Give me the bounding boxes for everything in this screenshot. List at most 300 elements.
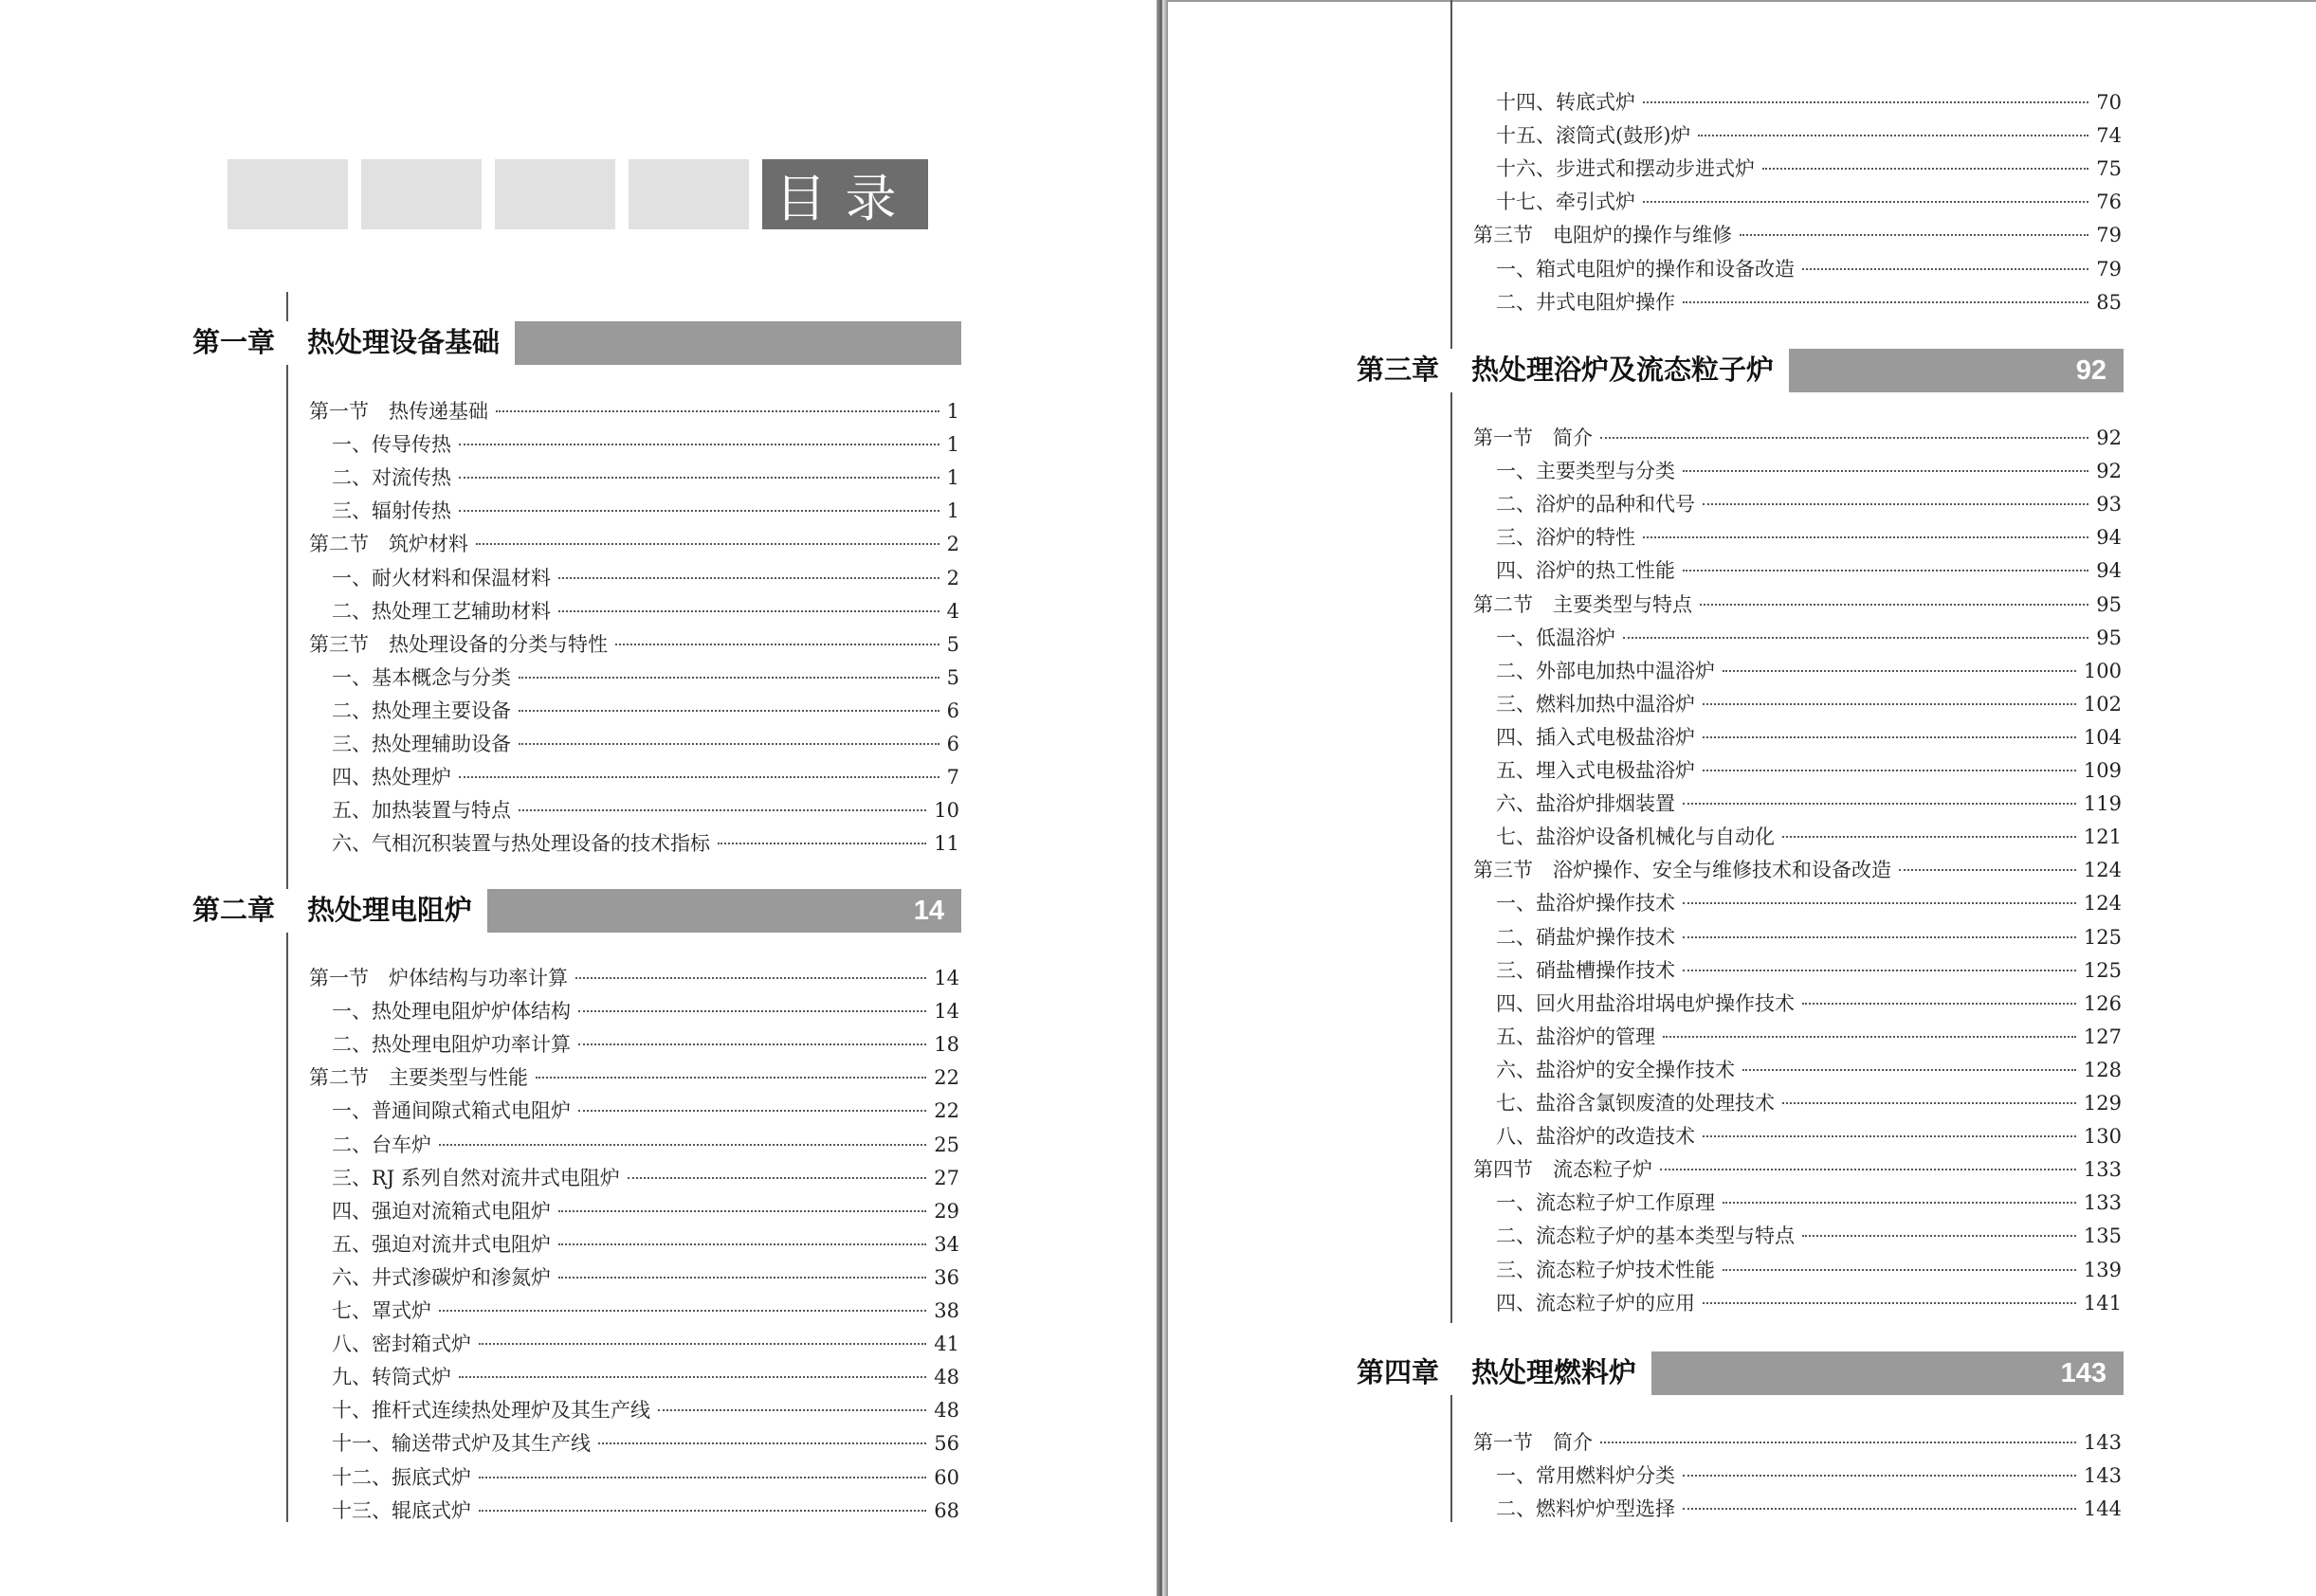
toc-entry[interactable] bbox=[1496, 1122, 2122, 1151]
toc-entry-title: 十二、振底式炉 bbox=[332, 1465, 471, 1489]
toc-entry[interactable] bbox=[1496, 657, 2122, 685]
toc-entry-page: 76 bbox=[2096, 190, 2122, 214]
toc-entry[interactable] bbox=[309, 964, 959, 992]
toc-entry-title: 三、热处理辅助设备 bbox=[332, 733, 511, 755]
dot-leader bbox=[578, 1110, 926, 1112]
dot-leader bbox=[1683, 301, 2088, 303]
toc-entry-title: 二、热处理工艺辅助材料 bbox=[332, 599, 551, 623]
dot-leader bbox=[578, 1043, 926, 1045]
toc-entry-title: 一、低温浴炉 bbox=[1496, 626, 1615, 649]
toc-entry[interactable] bbox=[1496, 1222, 2122, 1250]
toc-entry[interactable] bbox=[332, 1131, 959, 1159]
toc-entry-page: 100 bbox=[2083, 659, 2122, 682]
toc-entry-page: 119 bbox=[2083, 792, 2122, 816]
toc-entry[interactable] bbox=[1496, 88, 2122, 117]
dot-leader bbox=[519, 710, 939, 712]
toc-entry-title: 二、热处理主要设备 bbox=[332, 698, 511, 722]
toc-entry[interactable] bbox=[332, 730, 959, 758]
dot-leader bbox=[1643, 536, 2088, 538]
toc-entry-page: 104 bbox=[2083, 725, 2122, 749]
dot-leader bbox=[519, 677, 939, 679]
toc-entry[interactable] bbox=[332, 1030, 959, 1059]
toc-entry[interactable] bbox=[332, 763, 959, 791]
dot-leader bbox=[479, 1477, 926, 1478]
toc-entry-page: 124 bbox=[2083, 859, 2122, 882]
toc-entry-title: 十、推杆式连续热处理炉及其生产线 bbox=[332, 1399, 650, 1423]
toc-entry-title: 第四节 流态粒子炉 bbox=[1473, 1158, 1652, 1182]
toc-entry[interactable] bbox=[1496, 889, 2122, 917]
dot-leader bbox=[479, 1343, 926, 1345]
dot-leader bbox=[1703, 1302, 2076, 1304]
toc-entry-page: 133 bbox=[2083, 1158, 2122, 1182]
toc-entry-page: 7 bbox=[946, 766, 959, 789]
toc-entry-title: 五、强迫对流井式电阻炉 bbox=[332, 1232, 551, 1256]
toc-entry-page: 144 bbox=[2083, 1497, 2122, 1521]
dot-leader bbox=[1683, 470, 2088, 472]
dot-leader bbox=[479, 1510, 926, 1512]
chapter-title: 热处理电阻炉 bbox=[286, 889, 487, 933]
toc-entry-title: 第一节 热传递基础 bbox=[309, 400, 488, 423]
toc-entry[interactable] bbox=[332, 1330, 959, 1358]
toc-entry[interactable] bbox=[1496, 1056, 2122, 1084]
dot-leader bbox=[1762, 168, 2088, 170]
toc-entry[interactable] bbox=[1473, 221, 2122, 249]
toc-entry-page: 22 bbox=[934, 1099, 959, 1123]
toc-entry-title: 二、硝盐炉操作技术 bbox=[1496, 925, 1675, 949]
toc-entry[interactable] bbox=[332, 463, 959, 492]
toc-entry-page: 10 bbox=[934, 799, 959, 823]
toc-entry-page: 130 bbox=[2083, 1125, 2122, 1149]
toc-entry-page: 36 bbox=[934, 1265, 959, 1289]
toc-entry-title: 三、RJ 系列自然对流井式电阻炉 bbox=[332, 1166, 620, 1189]
dot-leader bbox=[1623, 637, 2088, 639]
toc-entry-title: 六、井式渗碳炉和渗氮炉 bbox=[332, 1265, 551, 1289]
toc-entry-page: 5 bbox=[946, 665, 959, 689]
dot-leader bbox=[558, 1243, 926, 1245]
dot-leader bbox=[558, 610, 939, 612]
toc-entry-page: 74 bbox=[2096, 124, 2122, 148]
dot-leader bbox=[1683, 1475, 2076, 1477]
dot-leader bbox=[1698, 135, 2088, 136]
toc-entry-page: 18 bbox=[934, 1033, 959, 1057]
toc-entry-page: 133 bbox=[2083, 1191, 2122, 1215]
toc-entry-title: 第二节 主要类型与特点 bbox=[1473, 592, 1692, 616]
toc-entry-title: 四、流态粒子炉的应用 bbox=[1496, 1291, 1695, 1315]
toc-entry-page: 128 bbox=[2083, 1058, 2122, 1081]
toc-entry-title: 第二节 主要类型与性能 bbox=[309, 1066, 528, 1090]
dot-leader bbox=[1740, 234, 2088, 236]
toc-entry-page: 143 bbox=[2083, 1464, 2122, 1488]
toc-entry[interactable] bbox=[332, 564, 959, 592]
toc-entry[interactable] bbox=[1496, 1023, 2122, 1051]
toc-entry-page: 127 bbox=[2083, 1025, 2122, 1048]
toc-entry-title: 四、浴炉的热工性能 bbox=[1496, 559, 1675, 583]
dot-leader bbox=[1683, 902, 2076, 904]
toc-entry[interactable] bbox=[332, 1097, 959, 1125]
toc-entry-page: 75 bbox=[2096, 157, 2122, 181]
toc-entry-page: 68 bbox=[934, 1498, 959, 1522]
toc-entry[interactable] bbox=[1496, 523, 2122, 552]
dot-leader bbox=[598, 1442, 926, 1444]
toc-entry[interactable] bbox=[1496, 1256, 2122, 1284]
toc-entry-title: 第一节 简介 bbox=[1473, 1431, 1593, 1454]
toc-entry[interactable] bbox=[332, 1396, 959, 1424]
toc-entry-title: 二、燃料炉炉型选择 bbox=[1496, 1497, 1675, 1521]
toc-entry-title: 一、普通间隙式箱式电阻炉 bbox=[332, 1099, 571, 1123]
toc-entry-title: 三、燃料加热中温浴炉 bbox=[1496, 692, 1695, 716]
dot-leader bbox=[1723, 670, 2076, 672]
chapter-title: 热处理燃料炉 bbox=[1450, 1351, 1651, 1395]
toc-heading: 目录 bbox=[762, 159, 928, 229]
toc-entry[interactable] bbox=[1496, 823, 2122, 851]
toc-entry-title: 二、外部电加热中温浴炉 bbox=[1496, 659, 1715, 682]
chapter-header[interactable] bbox=[1356, 349, 2124, 392]
toc-entry[interactable] bbox=[1496, 1188, 2122, 1217]
right-page bbox=[1168, 0, 2316, 1596]
dot-leader bbox=[1703, 503, 2088, 505]
toc-entry[interactable] bbox=[1496, 756, 2122, 785]
toc-entry-page: 102 bbox=[2083, 692, 2122, 716]
toc-entry[interactable] bbox=[332, 597, 959, 626]
toc-entry-page: 48 bbox=[934, 1399, 959, 1423]
toc-entry-page: 94 bbox=[2096, 559, 2122, 583]
dot-leader bbox=[1802, 1235, 2076, 1237]
dot-leader bbox=[459, 477, 939, 479]
toc-entry-page: 79 bbox=[2096, 257, 2122, 281]
toc-entry-page: 5 bbox=[946, 632, 959, 656]
toc-entry-title: 八、盐浴炉的改造技术 bbox=[1496, 1125, 1695, 1149]
toc-entry[interactable] bbox=[1496, 723, 2122, 752]
toc-entry-title: 二、井式电阻炉操作 bbox=[1496, 290, 1675, 314]
toc-entry-title: 七、罩式炉 bbox=[332, 1299, 431, 1322]
toc-entry[interactable] bbox=[332, 1496, 959, 1525]
chapter-rule bbox=[286, 365, 288, 891]
toc-entry-title: 二、对流传热 bbox=[332, 466, 451, 490]
toc-entry-title: 第三节 浴炉操作、安全与维修技术和设备改造 bbox=[1473, 859, 1891, 882]
toc-entry-title: 三、流态粒子炉技术性能 bbox=[1496, 1258, 1715, 1281]
toc-entry[interactable] bbox=[1496, 288, 2122, 317]
toc-entry-title: 第三节 热处理设备的分类与特性 bbox=[309, 632, 608, 656]
toc-entry[interactable] bbox=[332, 796, 959, 825]
dot-leader bbox=[459, 444, 939, 445]
book-gutter bbox=[1157, 0, 1168, 1596]
chapter-rule bbox=[1450, 392, 1452, 1323]
toc-entry-title: 一、耐火材料和保温材料 bbox=[332, 566, 551, 589]
dot-leader bbox=[439, 1144, 926, 1146]
decor-block bbox=[629, 159, 749, 229]
toc-entry-page: 124 bbox=[2083, 892, 2122, 916]
toc-entry[interactable] bbox=[332, 997, 959, 1025]
toc-entry-page: 6 bbox=[946, 733, 959, 755]
toc-entry[interactable] bbox=[309, 630, 959, 659]
dot-leader bbox=[1643, 201, 2088, 203]
toc-entry-page: 2 bbox=[946, 533, 959, 556]
decor-block bbox=[228, 159, 348, 229]
chapter-number: 第一章 bbox=[191, 328, 275, 358]
toc-entry-title: 三、浴炉的特性 bbox=[1496, 526, 1635, 550]
toc-entry-title: 五、加热装置与特点 bbox=[332, 799, 511, 823]
dot-leader bbox=[1683, 970, 2076, 971]
toc-entry[interactable] bbox=[332, 1363, 959, 1391]
toc-entry[interactable] bbox=[1496, 1089, 2122, 1117]
toc-entry-title: 第一节 简介 bbox=[1473, 426, 1593, 449]
toc-entry[interactable] bbox=[1496, 154, 2122, 183]
toc-heading-banner bbox=[228, 159, 928, 229]
toc-entry-page: 92 bbox=[2096, 460, 2122, 483]
toc-entry[interactable] bbox=[332, 697, 959, 725]
toc-entry-page: 92 bbox=[2096, 426, 2122, 449]
toc-entry-page: 135 bbox=[2083, 1224, 2122, 1248]
toc-entry[interactable] bbox=[1473, 1428, 2122, 1457]
toc-entry-title: 四、回火用盐浴坩埚电炉操作技术 bbox=[1496, 991, 1795, 1015]
toc-entry-title: 十六、步进式和摆动步进式炉 bbox=[1496, 157, 1755, 181]
toc-entry[interactable] bbox=[309, 1063, 959, 1092]
toc-entry-page: 6 bbox=[946, 698, 959, 722]
dot-leader bbox=[1643, 101, 2088, 103]
chapter-header[interactable] bbox=[191, 889, 961, 933]
toc-entry-page: 1 bbox=[946, 499, 959, 523]
toc-entry[interactable] bbox=[1496, 1461, 2122, 1490]
dot-leader bbox=[718, 843, 926, 844]
dot-leader bbox=[1683, 936, 2076, 938]
toc-entry[interactable] bbox=[1496, 188, 2122, 216]
decor-block bbox=[361, 159, 482, 229]
toc-entry[interactable] bbox=[309, 530, 959, 558]
dot-leader bbox=[558, 577, 939, 579]
toc-entry-page: 143 bbox=[2083, 1431, 2122, 1454]
toc-entry-title: 七、盐浴含氯钡废渣的处理技术 bbox=[1496, 1092, 1775, 1115]
toc-entry-page: 125 bbox=[2083, 958, 2122, 982]
toc-entry-page: 4 bbox=[946, 599, 959, 623]
toc-entry[interactable] bbox=[332, 829, 959, 858]
toc-entry-title: 第三节 电阻炉的操作与维修 bbox=[1473, 224, 1732, 247]
dot-leader bbox=[558, 1277, 926, 1279]
toc-entry-title: 一、主要类型与分类 bbox=[1496, 460, 1675, 483]
toc-entry[interactable] bbox=[332, 430, 959, 459]
toc-entry-title: 七、盐浴炉设备机械化与自动化 bbox=[1496, 825, 1775, 849]
toc-entry[interactable] bbox=[1496, 789, 2122, 818]
toc-entry-page: 141 bbox=[2083, 1291, 2122, 1315]
toc-entry-page: 22 bbox=[934, 1066, 959, 1090]
toc-entry-title: 二、台车炉 bbox=[332, 1133, 431, 1156]
toc-entry[interactable] bbox=[1496, 1495, 2122, 1523]
dot-leader bbox=[519, 809, 926, 811]
toc-entry-page: 129 bbox=[2083, 1092, 2122, 1115]
toc-entry-page: 29 bbox=[934, 1199, 959, 1223]
toc-entry-title: 十一、输送带式炉及其生产线 bbox=[332, 1432, 591, 1456]
toc-entry-page: 25 bbox=[934, 1133, 959, 1156]
dot-leader bbox=[628, 1177, 926, 1179]
dot-leader bbox=[658, 1409, 926, 1411]
chapter-page: 92 bbox=[2075, 355, 2106, 386]
toc-entry-page: 93 bbox=[2096, 493, 2122, 517]
dot-leader bbox=[1663, 1036, 2076, 1038]
toc-entry-page: 126 bbox=[2083, 991, 2122, 1015]
toc-entry-page: 56 bbox=[934, 1432, 959, 1456]
dot-leader bbox=[1703, 1135, 2076, 1137]
toc-entry-title: 六、盐浴炉的安全操作技术 bbox=[1496, 1058, 1735, 1081]
dot-leader bbox=[615, 644, 939, 645]
toc-entry[interactable] bbox=[332, 1429, 959, 1458]
toc-entry[interactable] bbox=[332, 1463, 959, 1492]
toc-entry[interactable] bbox=[1496, 690, 2122, 718]
toc-entry-title: 六、气相沉积装置与热处理设备的技术指标 bbox=[332, 832, 710, 856]
top-border bbox=[1168, 0, 2316, 2]
toc-entry[interactable] bbox=[1473, 590, 2122, 619]
toc-entry-title: 三、硝盐槽操作技术 bbox=[1496, 958, 1675, 982]
toc-entry-title: 十七、牵引式炉 bbox=[1496, 190, 1635, 214]
chapter-rule bbox=[1450, 0, 1452, 351]
toc-entry[interactable] bbox=[1496, 624, 2122, 652]
toc-entry-title: 五、埋入式电极盐浴炉 bbox=[1496, 759, 1695, 782]
toc-entry-title: 十四、转底式炉 bbox=[1496, 91, 1635, 114]
chapter-header[interactable] bbox=[1356, 1351, 2124, 1395]
toc-entry-page: 2 bbox=[946, 566, 959, 589]
toc-entry[interactable] bbox=[1473, 856, 2122, 884]
toc-entry-page: 41 bbox=[934, 1333, 959, 1356]
dot-leader bbox=[1600, 437, 2088, 439]
toc-entry-page: 121 bbox=[2083, 825, 2122, 849]
toc-entry-title: 一、盐浴炉操作技术 bbox=[1496, 892, 1675, 916]
toc-entry[interactable] bbox=[332, 1197, 959, 1225]
dot-leader bbox=[1660, 1169, 2076, 1170]
toc-entry-page: 1 bbox=[946, 433, 959, 457]
toc-entry[interactable] bbox=[332, 1297, 959, 1325]
toc-entry-title: 一、流态粒子炉工作原理 bbox=[1496, 1191, 1715, 1215]
toc-entry-title: 一、传导传热 bbox=[332, 433, 451, 457]
toc-entry[interactable] bbox=[1473, 1155, 2122, 1184]
toc-entry-title: 第一节 炉体结构与功率计算 bbox=[309, 967, 568, 989]
toc-entry-page: 48 bbox=[934, 1366, 959, 1389]
dot-leader bbox=[1802, 268, 2088, 270]
chapter-page: 14 bbox=[913, 896, 944, 926]
toc-entry[interactable] bbox=[332, 663, 959, 692]
chapter-number: 第三章 bbox=[1356, 355, 1439, 386]
toc-entry-page: 34 bbox=[934, 1232, 959, 1256]
dot-leader bbox=[1782, 836, 2076, 838]
chapter-header[interactable] bbox=[191, 321, 961, 365]
toc-entry[interactable] bbox=[1473, 424, 2122, 452]
toc-entry[interactable] bbox=[1496, 121, 2122, 150]
toc-entry-page: 79 bbox=[2096, 224, 2122, 247]
toc-entry-page: 11 bbox=[934, 832, 959, 856]
toc-entry[interactable] bbox=[1496, 255, 2122, 283]
toc-entry-title: 二、热处理电阻炉功率计算 bbox=[332, 1033, 571, 1057]
toc-entry-title: 二、浴炉的品种和代号 bbox=[1496, 493, 1695, 517]
dot-leader bbox=[496, 410, 939, 412]
toc-entry-page: 139 bbox=[2083, 1258, 2122, 1281]
toc-entry-title: 三、辐射传热 bbox=[332, 499, 451, 523]
toc-entry-page: 94 bbox=[2096, 526, 2122, 550]
toc-entry-page: 14 bbox=[934, 1000, 959, 1024]
toc-entry-title: 一、箱式电阻炉的操作和设备改造 bbox=[1496, 257, 1795, 281]
toc-entry[interactable] bbox=[1496, 989, 2122, 1018]
dot-leader bbox=[476, 543, 939, 545]
dot-leader bbox=[1703, 770, 2076, 771]
toc-entry[interactable] bbox=[332, 1230, 959, 1259]
chapter-rule bbox=[286, 933, 288, 1522]
dot-leader bbox=[575, 977, 926, 979]
toc-entry-page: 95 bbox=[2096, 626, 2122, 649]
toc-entry-title: 一、热处理电阻炉炉体结构 bbox=[332, 1000, 571, 1024]
dot-leader bbox=[459, 510, 939, 512]
toc-entry[interactable] bbox=[1496, 556, 2122, 585]
left-page bbox=[0, 0, 1157, 1596]
dot-leader bbox=[1899, 869, 2076, 871]
toc-entry[interactable] bbox=[1496, 923, 2122, 952]
dot-leader bbox=[1700, 604, 2088, 606]
toc-entry-title: 十五、滚筒式(鼓形)炉 bbox=[1496, 124, 1691, 148]
toc-entry[interactable] bbox=[1496, 457, 2122, 485]
dot-leader bbox=[1742, 1069, 2076, 1071]
toc-entry-title: 十三、辊底式炉 bbox=[332, 1498, 471, 1522]
toc-entry-title: 四、热处理炉 bbox=[332, 766, 451, 789]
chapter-number: 第四章 bbox=[1356, 1358, 1439, 1388]
toc-entry-page: 14 bbox=[934, 967, 959, 989]
dot-leader bbox=[1600, 1442, 2076, 1443]
toc-entry-title: 一、常用燃料炉分类 bbox=[1496, 1464, 1675, 1488]
toc-entry[interactable] bbox=[1496, 1289, 2122, 1317]
toc-entry-page: 125 bbox=[2083, 925, 2122, 949]
toc-entry[interactable] bbox=[332, 1263, 959, 1292]
dot-leader bbox=[558, 1210, 926, 1212]
toc-entry[interactable] bbox=[332, 1164, 959, 1192]
toc-entry-title: 四、插入式电极盐浴炉 bbox=[1496, 725, 1695, 749]
decor-block bbox=[495, 159, 615, 229]
chapter-page: 143 bbox=[2060, 1358, 2106, 1388]
dot-leader bbox=[439, 1310, 926, 1312]
toc-entry-page: 95 bbox=[2096, 592, 2122, 616]
chapter-rule bbox=[1450, 1395, 1452, 1522]
toc-entry-title: 四、强迫对流箱式电阻炉 bbox=[332, 1199, 551, 1223]
toc-entry-page: 1 bbox=[946, 400, 959, 423]
toc-entry-page: 109 bbox=[2083, 759, 2122, 782]
toc-entry-title: 六、盐浴炉排烟装置 bbox=[1496, 792, 1675, 816]
dot-leader bbox=[1782, 1102, 2076, 1104]
dot-leader bbox=[1802, 1003, 2076, 1005]
dot-leader bbox=[459, 1376, 926, 1378]
chapter-title: 热处理浴炉及流态粒子炉 bbox=[1450, 349, 1789, 392]
dot-leader bbox=[536, 1077, 926, 1079]
toc-entry-title: 五、盐浴炉的管理 bbox=[1496, 1025, 1655, 1048]
toc-entry[interactable] bbox=[1496, 490, 2122, 518]
dot-leader bbox=[578, 1010, 926, 1012]
dot-leader bbox=[459, 776, 939, 778]
toc-entry-page: 38 bbox=[934, 1299, 959, 1322]
toc-entry-page: 70 bbox=[2096, 91, 2122, 114]
dot-leader bbox=[1683, 570, 2088, 571]
dot-leader bbox=[519, 743, 939, 745]
toc-entry-page: 1 bbox=[946, 466, 959, 490]
toc-entry-title: 九、转筒式炉 bbox=[332, 1366, 451, 1389]
toc-entry-title: 二、流态粒子炉的基本类型与特点 bbox=[1496, 1224, 1795, 1248]
toc-entry[interactable] bbox=[1496, 956, 2122, 985]
dot-leader bbox=[1703, 703, 2076, 705]
toc-entry[interactable] bbox=[309, 397, 959, 426]
toc-entry-page: 85 bbox=[2096, 290, 2122, 314]
dot-leader bbox=[1683, 803, 2076, 805]
dot-leader bbox=[1723, 1202, 2076, 1204]
toc-entry-title: 第二节 筑炉材料 bbox=[309, 533, 468, 556]
dot-leader bbox=[1703, 736, 2076, 738]
chapter-number: 第二章 bbox=[191, 896, 275, 926]
toc-entry[interactable] bbox=[332, 497, 959, 525]
toc-entry-title: 八、密封箱式炉 bbox=[332, 1333, 471, 1356]
dot-leader bbox=[1723, 1269, 2076, 1271]
dot-leader bbox=[1683, 1508, 2076, 1510]
toc-entry-page: 27 bbox=[934, 1166, 959, 1189]
toc-entry-page: 60 bbox=[934, 1465, 959, 1489]
